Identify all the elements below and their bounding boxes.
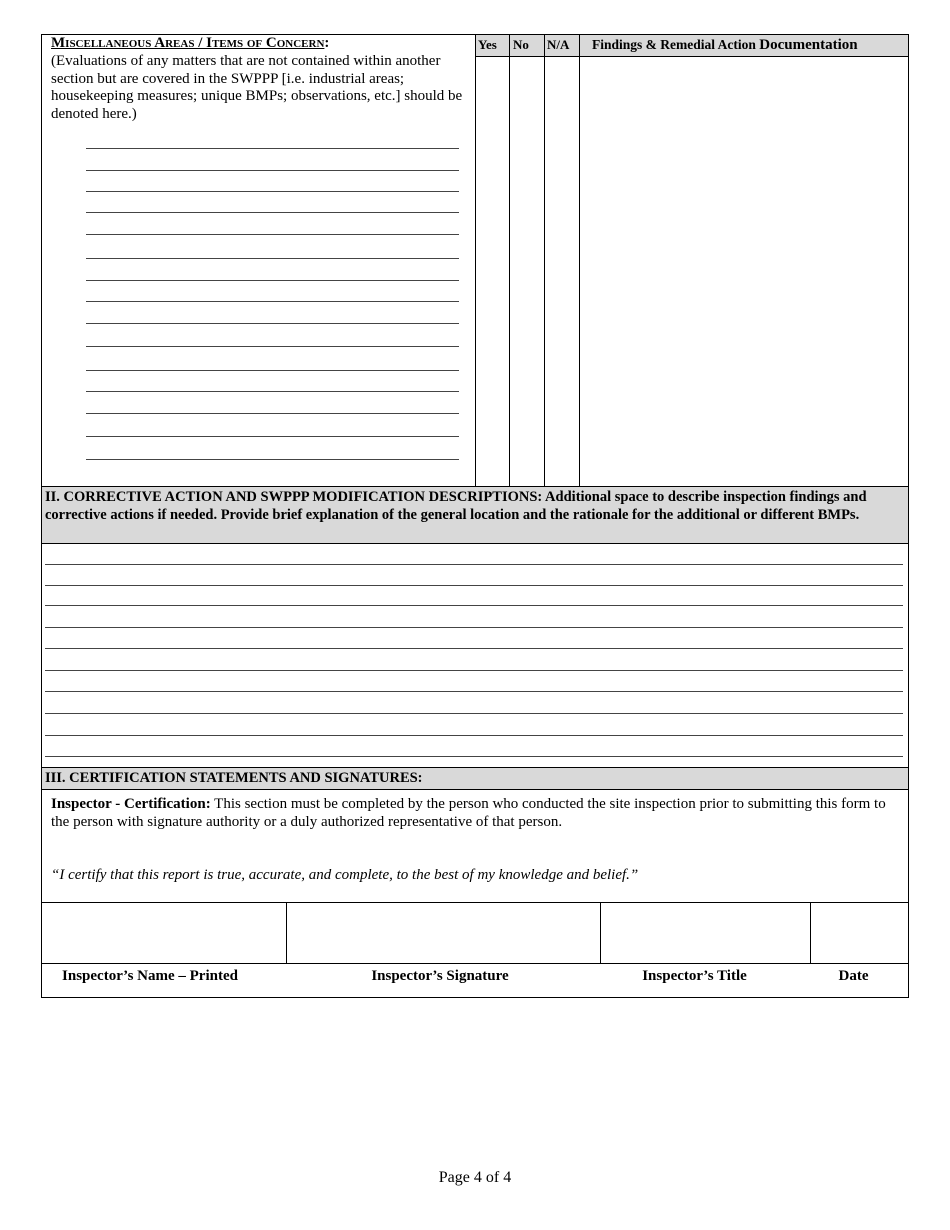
misc-line[interactable] bbox=[86, 323, 459, 324]
col-findings-header bbox=[592, 37, 858, 54]
no-cell[interactable] bbox=[510, 57, 544, 486]
misc-line[interactable] bbox=[86, 346, 459, 347]
misc-line[interactable] bbox=[86, 436, 459, 437]
corrective-line[interactable] bbox=[45, 627, 903, 628]
col-na-header: N/A bbox=[547, 37, 570, 52]
section2-title: II. CORRECTIVE ACTION AND SWPPP MODIFICATION DESCRIPTIONS: bbox=[45, 489, 543, 505]
col-yes-header: Yes bbox=[478, 37, 497, 52]
col-no-header: No bbox=[513, 37, 529, 52]
misc-line[interactable] bbox=[86, 148, 459, 149]
certification-text: This section must be completed by the person who conducted the site inspection prior to submitting this form to the person with signature authority or a duly authorized representative of that person. bbox=[51, 796, 886, 830]
yes-cell[interactable] bbox=[476, 57, 509, 486]
misc-line[interactable] bbox=[86, 191, 459, 192]
inspector-signature-label: Inspector’s Signature bbox=[371, 968, 509, 984]
corrective-line[interactable] bbox=[45, 756, 903, 757]
inspector-name-label: Inspector’s Name – Printed bbox=[62, 968, 238, 984]
misc-line[interactable] bbox=[86, 170, 459, 171]
findings-cell[interactable] bbox=[580, 57, 908, 486]
section3-title: III. CERTIFICATION STATEMENTS AND SIGNATURES: bbox=[45, 770, 423, 786]
misc-line[interactable] bbox=[86, 370, 459, 371]
findings-header-part2: Documentation bbox=[759, 37, 858, 53]
misc-line[interactable] bbox=[86, 301, 459, 302]
misc-title-colon: : bbox=[324, 35, 330, 51]
misc-line[interactable] bbox=[86, 212, 459, 213]
corrective-line[interactable] bbox=[45, 564, 903, 565]
inspector-title-label: Inspector’s Title bbox=[642, 968, 747, 984]
findings-header-part1: Findings & Remedial Action bbox=[592, 37, 760, 52]
misc-line[interactable] bbox=[86, 280, 459, 281]
misc-line[interactable] bbox=[86, 459, 459, 460]
corrective-line[interactable] bbox=[45, 648, 903, 649]
section2-description: Additional space to describe inspection findings and corrective actions if needed. Provide brief explanation of the general location and the rationale for the additional or different BMPs. bbox=[45, 489, 867, 523]
certification-statement: “I certify that this report is true, accurate, and complete, to the best of my knowledge and belief.” bbox=[51, 867, 639, 883]
corrective-line[interactable] bbox=[45, 585, 903, 586]
misc-title-text: Miscellaneous Areas / Items of Concern bbox=[51, 35, 325, 51]
inspector-name-field[interactable] bbox=[42, 903, 286, 963]
certification-paragraph bbox=[51, 795, 903, 831]
certification-label: Inspector - Certification: bbox=[51, 796, 211, 812]
section2-header bbox=[45, 489, 903, 524]
corrective-line[interactable] bbox=[45, 605, 903, 606]
misc-line[interactable] bbox=[86, 234, 459, 235]
corrective-line[interactable] bbox=[45, 670, 903, 671]
na-cell[interactable] bbox=[545, 57, 579, 486]
corrective-line[interactable] bbox=[45, 735, 903, 736]
inspector-title-field[interactable] bbox=[601, 903, 810, 963]
corrective-line[interactable] bbox=[45, 691, 903, 692]
inspection-date-field[interactable] bbox=[811, 903, 908, 963]
corrective-line[interactable] bbox=[45, 713, 903, 714]
misc-title bbox=[51, 35, 329, 52]
misc-line[interactable] bbox=[86, 258, 459, 259]
misc-description: (Evaluations of any matters that are not contained within another section but are covered in the SWPPP [i.e. industrial areas; housekeeping measures; unique BMPs; observations, etc.] should be denoted here.) bbox=[51, 53, 463, 122]
date-label: Date bbox=[838, 968, 869, 984]
inspector-signature-field[interactable] bbox=[287, 903, 600, 963]
misc-line[interactable] bbox=[86, 391, 459, 392]
page-number: Page 4 of 4 bbox=[438, 1169, 512, 1186]
misc-line[interactable] bbox=[86, 413, 459, 414]
